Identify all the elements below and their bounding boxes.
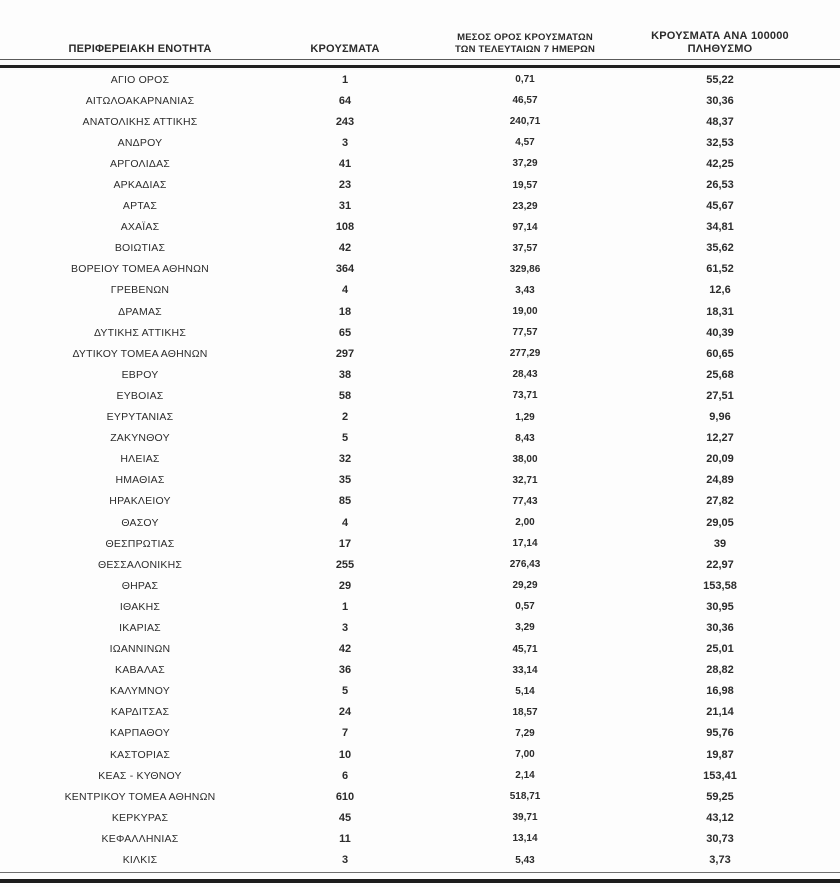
- per100k-cell: 39: [713, 537, 727, 550]
- table-row: [0, 533, 840, 554]
- avg7-cell: 46,57: [512, 95, 538, 107]
- per100k-cell: 20,09: [706, 453, 734, 466]
- cases-cell: 41: [338, 157, 352, 170]
- per100k-cell: 27,82: [706, 495, 734, 508]
- region-cell: ΑΓΙΟ ΟΡΟΣ: [110, 73, 170, 86]
- per100k-cell: 42,25: [706, 157, 734, 170]
- per100k-cell: 26,53: [706, 179, 734, 192]
- table-row: [0, 301, 840, 322]
- col-header-region: [0, 43, 280, 59]
- per100k-cell: 30,95: [706, 600, 734, 613]
- table-row: [0, 385, 840, 406]
- per100k-cell: 48,37: [706, 115, 734, 128]
- col-header-per-100k-line1: ΚΡΟΥΣΜΑΤΑ ΑΝΑ 100000: [651, 30, 789, 42]
- cases-cell: 38: [338, 368, 352, 381]
- col-header-7day-average: [410, 32, 640, 59]
- per100k-cell: 27,51: [706, 389, 734, 402]
- region-cell: ΚΕΑΣ - ΚΥΘΝΟΥ: [98, 769, 182, 782]
- avg7-cell: 3,43: [515, 284, 535, 296]
- avg7-cell: 45,71: [512, 643, 538, 655]
- col-header-7day-average-line1: ΜΕΣΟΣ ΟΡΟΣ ΚΡΟΥΣΜΑΤΩΝ: [457, 32, 593, 43]
- per100k-cell: 25,68: [706, 368, 734, 381]
- per100k-cell: 40,39: [706, 326, 734, 339]
- avg7-cell: 28,43: [512, 369, 538, 381]
- cases-cell: 36: [338, 664, 352, 677]
- per100k-cell: 34,81: [706, 221, 734, 234]
- cases-cell: 45: [338, 811, 352, 824]
- region-cell: ΓΡΕΒΕΝΩΝ: [110, 284, 170, 297]
- table-row: [0, 828, 840, 849]
- avg7-cell: 0,71: [515, 74, 535, 86]
- region-cell: ΙΘΑΚΗΣ: [119, 600, 161, 613]
- region-cell: ΚΑΡΔΙΤΣΑΣ: [110, 706, 170, 719]
- per100k-cell: 9,96: [709, 411, 731, 424]
- cases-cell: 10: [338, 748, 352, 761]
- table-row: [0, 407, 840, 428]
- table-bottom-rule: [0, 872, 840, 883]
- cases-cell: 32: [338, 453, 352, 466]
- table-row: [0, 90, 840, 111]
- table-row: [0, 849, 840, 870]
- region-cell: ΑΡΓΟΛΙΔΑΣ: [109, 157, 170, 170]
- avg7-cell: 77,43: [512, 495, 538, 507]
- per100k-cell: 18,31: [706, 305, 734, 318]
- table-row: [0, 132, 840, 153]
- avg7-cell: 13,14: [512, 833, 538, 845]
- header-rule: [0, 59, 840, 68]
- per100k-cell: 16,98: [706, 685, 734, 698]
- region-cell: ΑΡΚΑΔΙΑΣ: [113, 179, 167, 192]
- avg7-cell: 5,43: [515, 854, 535, 866]
- col-header-cases: [280, 43, 410, 59]
- cases-cell: 24: [338, 706, 352, 719]
- table-row: [0, 681, 840, 702]
- cases-cell: 108: [335, 221, 355, 234]
- avg7-cell: 3,29: [515, 622, 535, 634]
- avg7-cell: 77,57: [512, 327, 538, 339]
- cases-cell: 18: [338, 305, 352, 318]
- avg7-cell: 18,57: [512, 706, 538, 718]
- avg7-cell: 2,00: [515, 517, 535, 529]
- region-cell: ΖΑΚΥΝΘΟΥ: [110, 432, 170, 445]
- table-row: [0, 196, 840, 217]
- region-cell: ΔΥΤΙΚΟΥ ΤΟΜΕΑ ΑΘΗΝΩΝ: [72, 347, 208, 360]
- col-header-region-label: ΠΕΡΙΦΕΡΕΙΑΚΗ ΕΝΟΤΗΤΑ: [68, 43, 212, 55]
- table-row: [0, 238, 840, 259]
- region-cell: ΑΝΑΤΟΛΙΚΗΣ ΑΤΤΙΚΗΣ: [82, 115, 198, 128]
- cases-cell: 42: [338, 643, 352, 656]
- per100k-cell: 35,62: [706, 242, 734, 255]
- avg7-cell: 276,43: [509, 559, 541, 571]
- table-body: [0, 69, 840, 871]
- cases-cell: 4: [341, 284, 349, 297]
- cases-cell: 65: [338, 326, 352, 339]
- avg7-cell: 240,71: [509, 116, 541, 128]
- table-row: [0, 364, 840, 385]
- avg7-cell: 5,14: [515, 685, 535, 697]
- table-row: [0, 807, 840, 828]
- avg7-cell: 518,71: [509, 791, 541, 803]
- table-row: [0, 554, 840, 575]
- region-cell: ΗΡΑΚΛΕΙΟΥ: [109, 495, 171, 508]
- avg7-cell: 23,29: [512, 200, 538, 212]
- region-cell: ΒΟΙΩΤΙΑΣ: [114, 242, 166, 255]
- cases-cell: 17: [338, 537, 352, 550]
- avg7-cell: 73,71: [512, 390, 538, 402]
- avg7-cell: 329,86: [509, 263, 541, 275]
- avg7-cell: 32,71: [512, 474, 538, 486]
- per100k-cell: 30,36: [706, 94, 734, 107]
- region-cell: ΔΡΑΜΑΣ: [118, 305, 162, 318]
- per100k-cell: 153,41: [703, 769, 737, 782]
- per100k-cell: 45,67: [706, 200, 734, 213]
- avg7-cell: 0,57: [515, 601, 535, 613]
- table-row: [0, 639, 840, 660]
- region-cell: ΚΕΡΚΥΡΑΣ: [111, 811, 169, 824]
- per100k-cell: 59,25: [706, 790, 734, 803]
- per100k-cell: 28,82: [706, 664, 734, 677]
- per100k-cell: 30,73: [706, 832, 734, 845]
- table-row: [0, 343, 840, 364]
- table-row: [0, 259, 840, 280]
- avg7-cell: 37,57: [512, 242, 538, 254]
- per100k-cell: 12,27: [706, 432, 734, 445]
- table-row: [0, 428, 840, 449]
- table-row: [0, 786, 840, 807]
- per100k-cell: 43,12: [706, 811, 734, 824]
- region-cell: ΑΙΤΩΛΟΑΚΑΡΝΑΝΙΑΣ: [85, 94, 195, 107]
- table-row: [0, 280, 840, 301]
- avg7-cell: 7,00: [515, 749, 535, 761]
- per100k-cell: 60,65: [706, 347, 734, 360]
- region-cell: ΚΑΛΥΜΝΟΥ: [109, 685, 170, 698]
- table-row: [0, 174, 840, 195]
- table-row: [0, 702, 840, 723]
- table-row: [0, 723, 840, 744]
- table-row: [0, 322, 840, 343]
- table-row: [0, 512, 840, 533]
- region-cell: ΚΕΝΤΡΙΚΟΥ ΤΟΜΕΑ ΑΘΗΝΩΝ: [64, 790, 216, 803]
- region-cell: ΑΧΑΪΑΣ: [120, 221, 160, 234]
- region-cell: ΘΑΣΟΥ: [121, 516, 159, 529]
- table-row: [0, 617, 840, 638]
- region-cell: ΑΝΔΡΟΥ: [117, 136, 163, 149]
- table-row: [0, 470, 840, 491]
- table-row: [0, 449, 840, 470]
- region-cell: ΘΕΣΣΑΛΟΝΙΚΗΣ: [97, 558, 183, 571]
- table-row: [0, 744, 840, 765]
- table-row: [0, 660, 840, 681]
- region-cell: ΙΩΑΝΝΙΝΩΝ: [109, 643, 171, 656]
- region-cell: ΔΥΤΙΚΗΣ ΑΤΤΙΚΗΣ: [93, 326, 187, 339]
- cases-cell: 7: [341, 727, 349, 740]
- col-header-per-100k: [640, 30, 840, 59]
- cases-cell: 64: [338, 94, 352, 107]
- cases-cell: 1: [341, 600, 349, 613]
- cases-cell: 364: [335, 263, 355, 276]
- region-cell: ΒΟΡΕΙΟΥ ΤΟΜΕΑ ΑΘΗΝΩΝ: [71, 263, 209, 276]
- region-cell: ΙΚΑΡΙΑΣ: [119, 621, 161, 634]
- avg7-cell: 97,14: [512, 221, 538, 233]
- avg7-cell: 1,29: [515, 411, 535, 423]
- cases-cell: 23: [338, 179, 352, 192]
- cases-cell: 3: [341, 854, 349, 867]
- table-row: [0, 765, 840, 786]
- cases-cell: 5: [341, 432, 349, 445]
- cases-cell: 31: [338, 200, 352, 213]
- avg7-cell: 39,71: [512, 812, 538, 824]
- cases-cell: 610: [335, 790, 355, 803]
- per100k-cell: 153,58: [703, 579, 737, 592]
- region-cell: ΚΑΣΤΟΡΙΑΣ: [109, 748, 171, 761]
- cases-cell: 35: [338, 474, 352, 487]
- table-header-row: [0, 30, 840, 59]
- per100k-cell: 55,22: [706, 73, 734, 86]
- per100k-cell: 30,36: [706, 621, 734, 634]
- cases-cell: 297: [335, 347, 355, 360]
- avg7-cell: 19,57: [512, 179, 538, 191]
- table-row: [0, 491, 840, 512]
- region-cell: ΘΗΡΑΣ: [121, 579, 159, 592]
- cases-cell: 58: [338, 389, 352, 402]
- avg7-cell: 29,29: [512, 580, 538, 592]
- per100k-cell: 24,89: [706, 474, 734, 487]
- cases-cell: 3: [341, 621, 349, 634]
- table-row: [0, 111, 840, 132]
- avg7-cell: 38,00: [512, 453, 538, 465]
- avg7-cell: 4,57: [515, 137, 535, 149]
- avg7-cell: 33,14: [512, 664, 538, 676]
- region-cell: ΕΒΡΟΥ: [121, 368, 159, 381]
- col-header-7day-average-line2: ΤΩΝ ΤΕΛΕΥΤΑΙΩΝ 7 ΗΜΕΡΩΝ: [454, 44, 596, 55]
- cases-cell: 85: [338, 495, 352, 508]
- avg7-cell: 2,14: [515, 770, 535, 782]
- col-header-cases-label: ΚΡΟΥΣΜΑΤΑ: [310, 43, 380, 55]
- avg7-cell: 7,29: [515, 727, 535, 739]
- per100k-cell: 12,6: [709, 284, 731, 297]
- per100k-cell: 19,87: [706, 748, 734, 761]
- per100k-cell: 61,52: [706, 263, 734, 276]
- cases-cell: 5: [341, 685, 349, 698]
- per100k-cell: 22,97: [706, 558, 734, 571]
- avg7-cell: 8,43: [515, 432, 535, 444]
- cases-cell: 3: [341, 136, 349, 149]
- cases-cell: 42: [338, 242, 352, 255]
- cases-cell: 2: [341, 411, 349, 424]
- per100k-cell: 21,14: [706, 706, 734, 719]
- cases-cell: 243: [335, 115, 355, 128]
- avg7-cell: 19,00: [512, 306, 538, 318]
- region-cell: ΘΕΣΠΡΩΤΙΑΣ: [105, 537, 175, 550]
- cases-cell: 255: [335, 558, 355, 571]
- cases-cell: 11: [339, 832, 351, 845]
- avg7-cell: 37,29: [512, 158, 538, 170]
- per100k-cell: 32,53: [706, 136, 734, 149]
- region-cell: ΗΛΕΙΑΣ: [120, 453, 160, 466]
- region-cell: ΑΡΤΑΣ: [122, 200, 158, 213]
- per100k-cell: 25,01: [706, 643, 734, 656]
- col-header-per-100k-line2: ΠΛΗΘΥΣΜΟ: [687, 43, 753, 55]
- region-cell: ΚΙΛΚΙΣ: [122, 854, 158, 867]
- table-row: [0, 153, 840, 174]
- region-cell: ΚΕΦΑΛΛΗΝΙΑΣ: [101, 832, 179, 845]
- per100k-cell: 3,73: [709, 854, 731, 867]
- table-row: [0, 69, 840, 90]
- table-row: [0, 575, 840, 596]
- cases-cell: 29: [338, 579, 352, 592]
- per100k-cell: 95,76: [706, 727, 734, 740]
- region-cell: ΕΥΒΟΙΑΣ: [116, 389, 164, 402]
- cases-cell: 6: [341, 769, 349, 782]
- region-cell: ΗΜΑΘΙΑΣ: [115, 474, 165, 487]
- table-row: [0, 596, 840, 617]
- cases-cell: 1: [341, 73, 349, 86]
- cases-cell: 4: [341, 516, 349, 529]
- per100k-cell: 29,05: [706, 516, 734, 529]
- avg7-cell: 277,29: [509, 348, 541, 360]
- region-cell: ΚΑΒΑΛΑΣ: [115, 664, 165, 677]
- avg7-cell: 17,14: [512, 538, 538, 550]
- region-cell: ΚΑΡΠΑΘΟΥ: [110, 727, 170, 740]
- region-cell: ΕΥΡΥΤΑΝΙΑΣ: [106, 411, 174, 424]
- table-row: [0, 217, 840, 238]
